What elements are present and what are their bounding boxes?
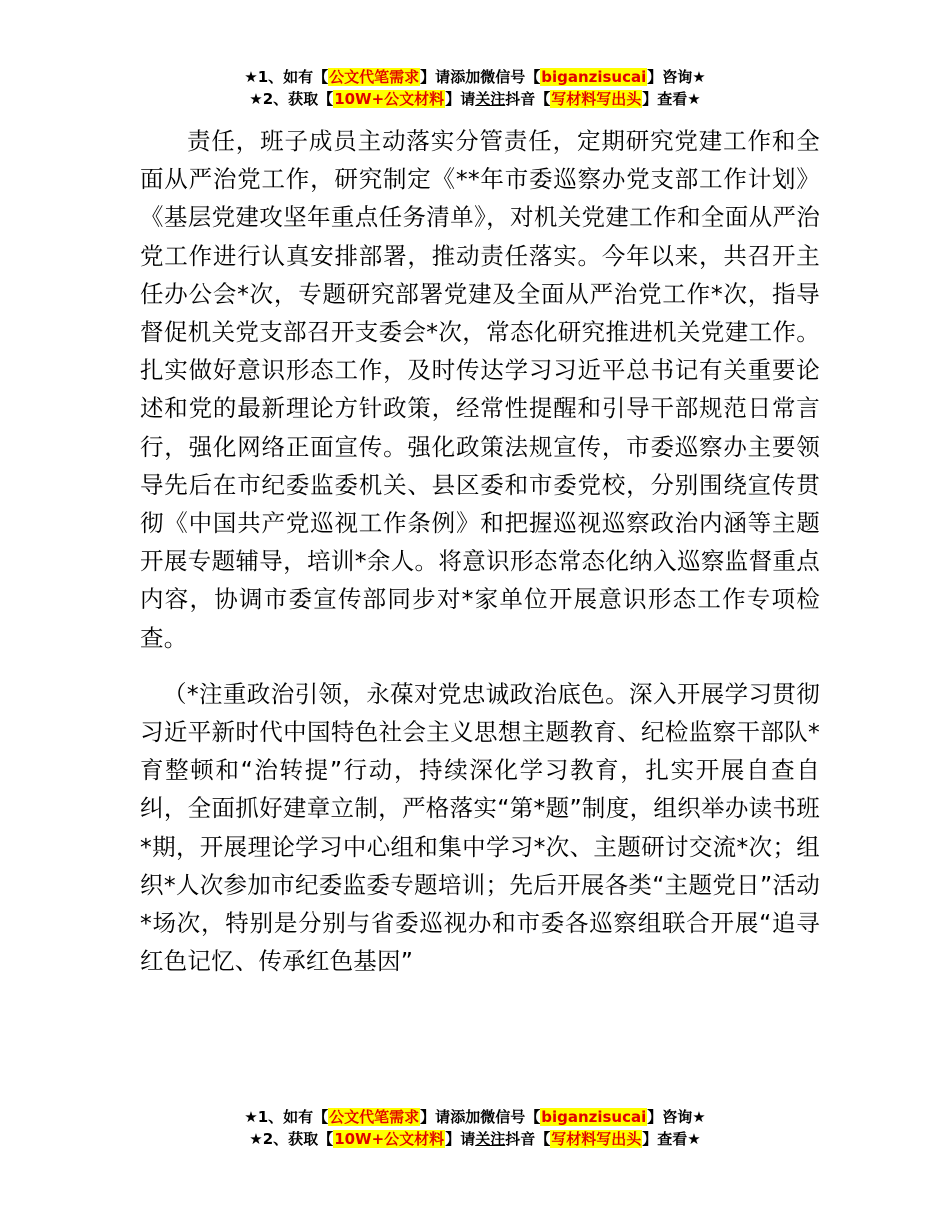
banner-text: 】查看★ xyxy=(642,90,701,108)
banner-text: ★1、如有【 xyxy=(244,68,329,86)
banner-text: 添加 xyxy=(450,68,481,86)
banner-line-2 xyxy=(0,88,950,110)
highlight-materials: 10W+公文材料 xyxy=(334,90,445,108)
highlight-service: 公文代笔需求 xyxy=(329,68,420,86)
highlight-douyin: 写材料写出头 xyxy=(551,1130,642,1148)
banner-text: 】请 xyxy=(420,68,451,86)
banner-text: 微信号【 xyxy=(480,1108,541,1126)
banner-text: ★2、获取【 xyxy=(249,1130,334,1148)
footer-banner xyxy=(0,1106,950,1150)
banner-line-2 xyxy=(0,1128,950,1150)
banner-text: 关注 xyxy=(475,90,506,108)
banner-text: 】查看★ xyxy=(642,1130,701,1148)
highlight-service: 公文代笔需求 xyxy=(329,1108,420,1126)
highlight-douyin: 写材料写出头 xyxy=(551,90,642,108)
banner-text: 抖音【 xyxy=(505,1130,551,1148)
header-banner xyxy=(0,66,950,110)
banner-text: 关注 xyxy=(475,1130,506,1148)
paragraph-1: 责任，班子成员主动落实分管责任，定期研究党建工作和全面从严治党工作，研究制定《**年市委巡察办党支部工作计划》《基层党建攻坚年重点任务清单》，对机关党建工作和全面从严治党工作进行认真安排部署，推动责任落实。今年以来，共召开主任办公会*次，专题研究部署党建及全面从严治党工作*次，指导督促机关党支部召开支委会*次，常态化研究推进机关党建工作。扎实做好意识形态工作，及时传达学习习近平总书记有关重要论述和党的最新理论方针政策，经常性提醒和引导干部规范日常言行，强化网络正面宣传。强化政策法规宣传，市委巡察办主要领导先后在市纪委监委机关、县区委和市委党校，分别围绕宣传贯彻《中国共产党巡视工作条例》和把握巡视巡察政治内涵等主题开展专题辅导，培训*余人。将意识形态常态化纳入巡察监督重点内容，协调市委宣传部同步对*家单位开展意识形态工作专项检查。 xyxy=(140,127,820,652)
highlight-wechat-id: biganzisucai xyxy=(541,68,647,86)
banner-text: ★2、获取【 xyxy=(249,90,334,108)
banner-text: 】咨询★ xyxy=(647,1108,706,1126)
banner-line-1 xyxy=(0,66,950,88)
banner-text: 微信号【 xyxy=(480,68,541,86)
banner-text: 】请 xyxy=(420,1108,451,1126)
highlight-materials: 10W+公文材料 xyxy=(334,1130,445,1148)
paragraph-2: （*注重政治引领，永葆对党忠诚政治底色。深入开展学习贯彻习近平新时代中国特色社会主义思想主题教育、纪检监察干部队*育整顿和“治转提”行动，持续深化学习教育，扎实开展自查自纠，全面抓好建章立制，严格落实“第*题”制度，组织举办读书班*期，开展理论学习中心组和集中学习*次、主题研讨交流*次；组织*人次参加市纪委监委专题培训；先后开展各类“主题党日”活动*场次，特别是分别与省委巡视办和市委各巡察组联合开展“追寻红色记忆、传承红色基因” xyxy=(140,679,820,976)
banner-text: 抖音【 xyxy=(505,90,551,108)
document-body xyxy=(140,122,820,980)
banner-text: ★1、如有【 xyxy=(244,1108,329,1126)
banner-text: 】请 xyxy=(445,90,476,108)
highlight-wechat-id: biganzisucai xyxy=(541,1108,647,1126)
banner-text: 添加 xyxy=(450,1108,481,1126)
banner-text: 】咨询★ xyxy=(647,68,706,86)
banner-line-1 xyxy=(0,1106,950,1128)
banner-text: 】请 xyxy=(445,1130,476,1148)
